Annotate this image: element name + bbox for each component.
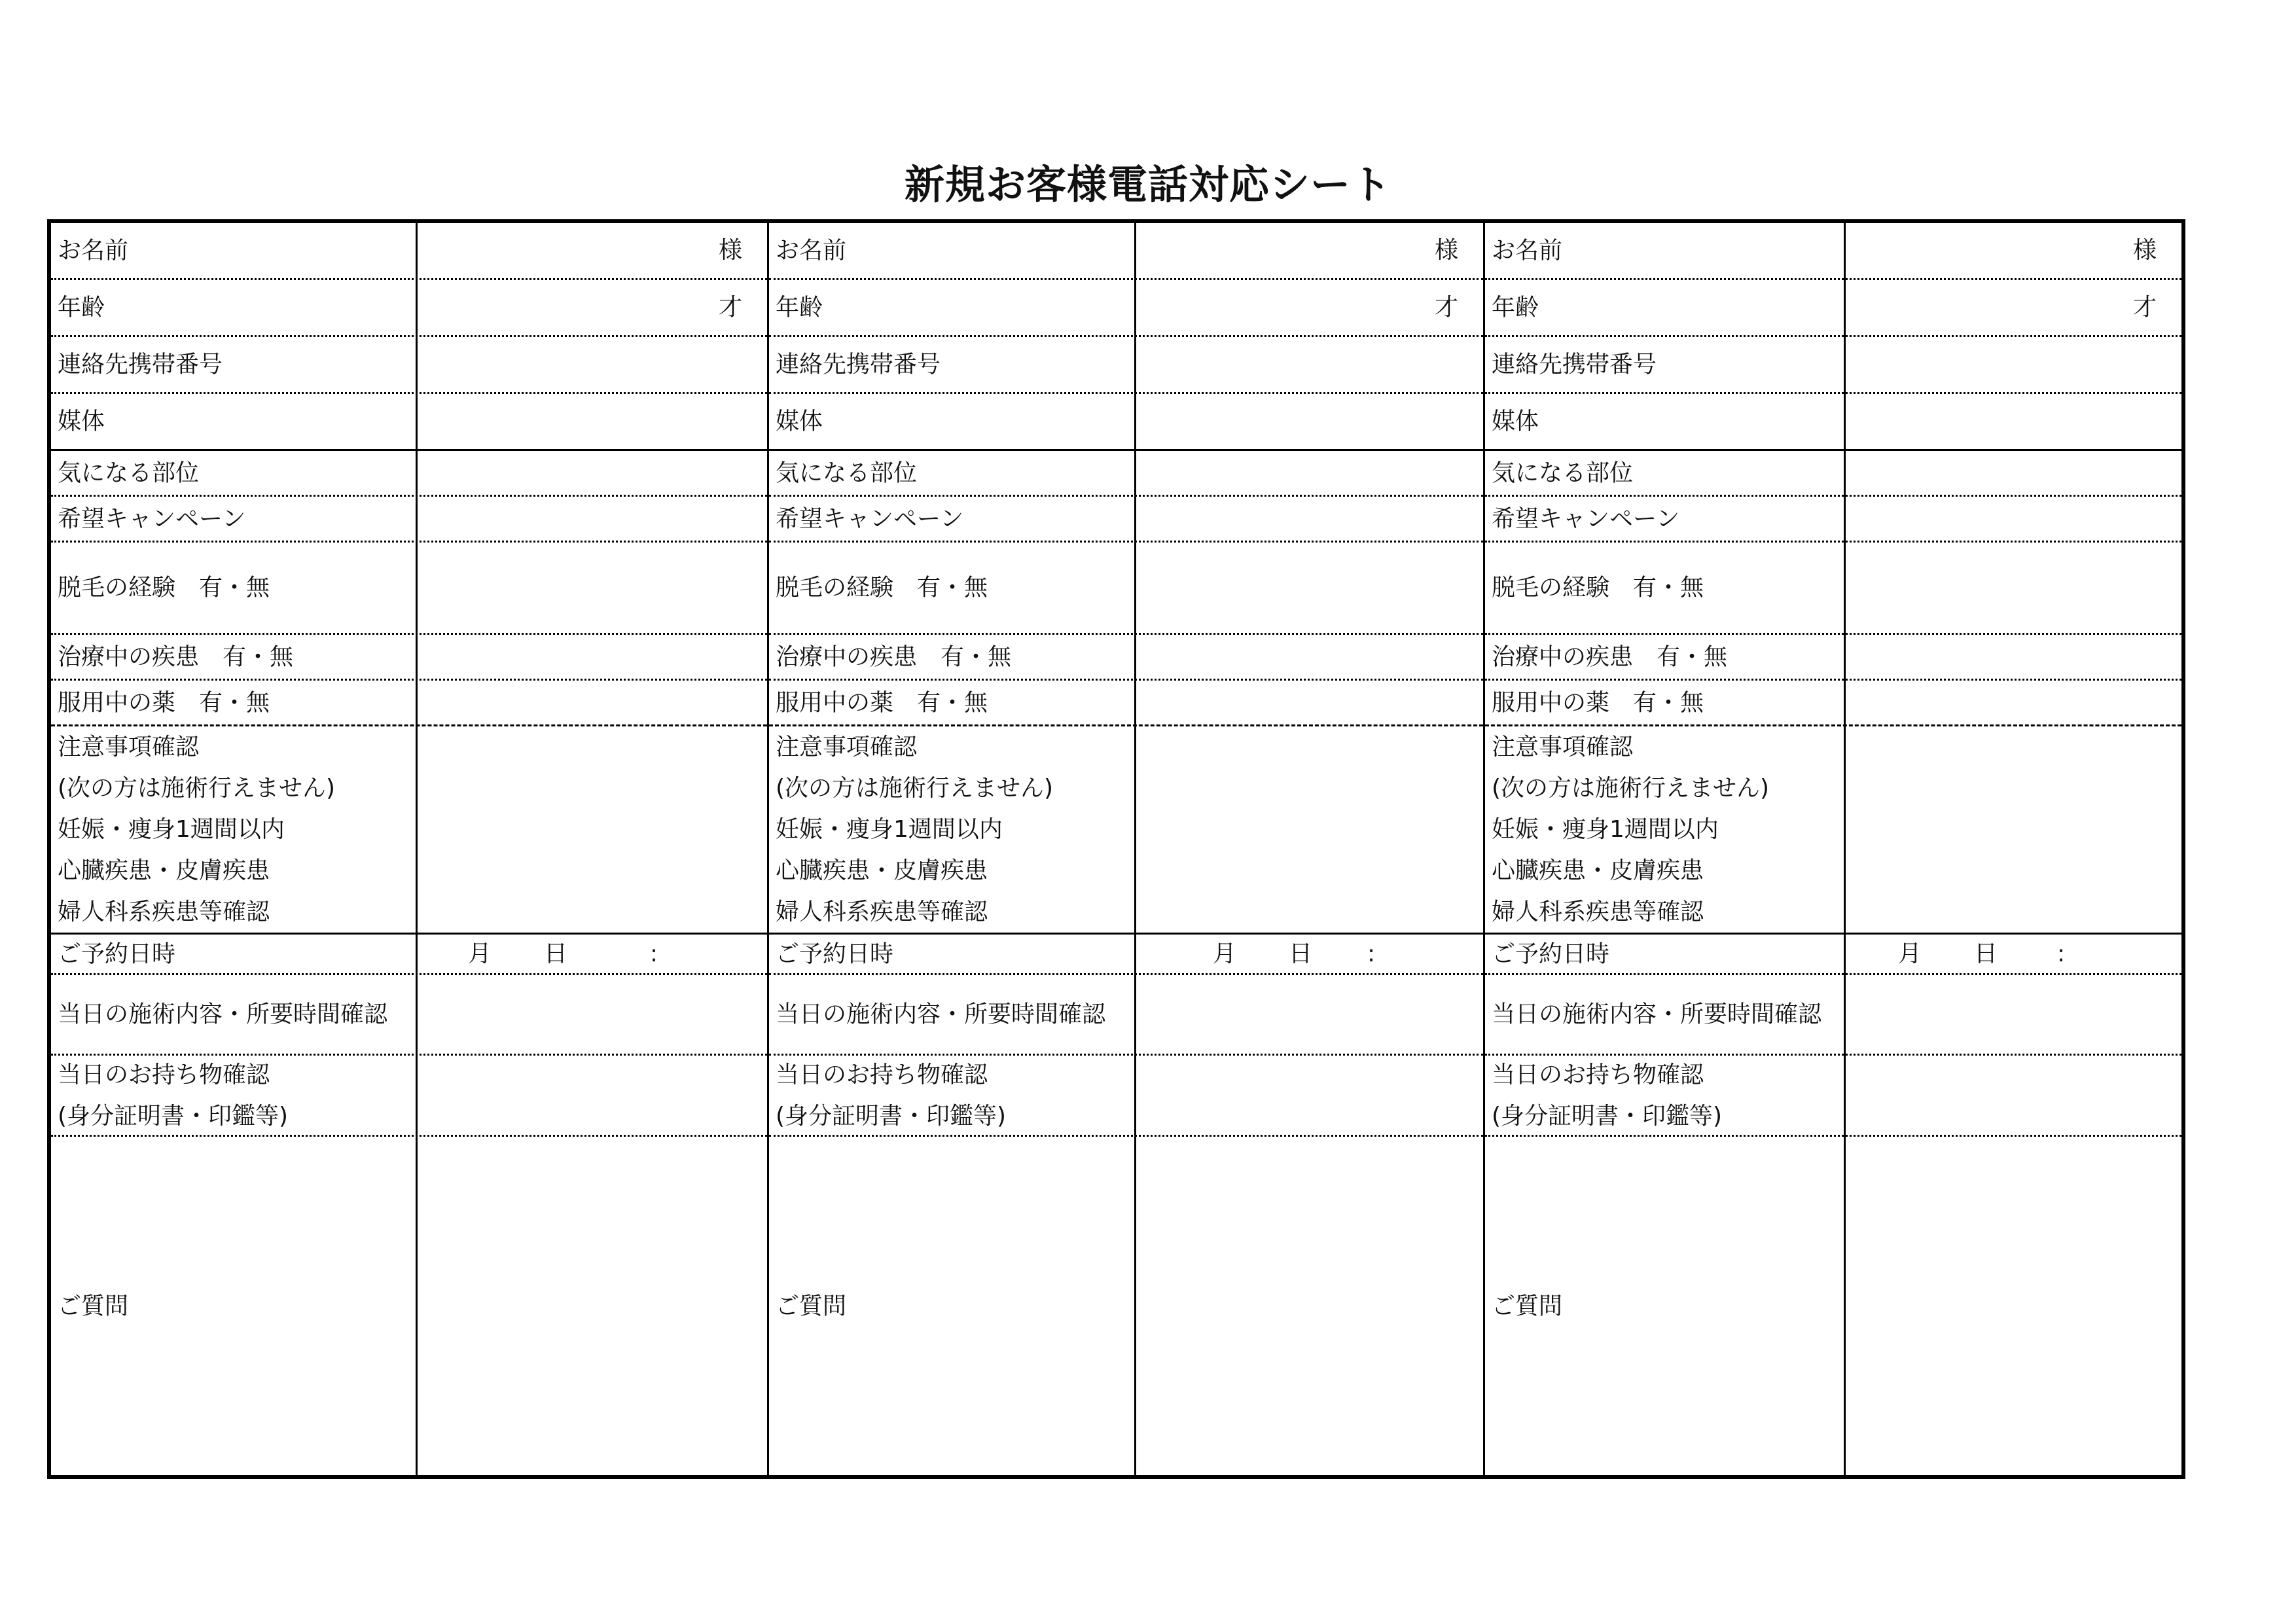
row-content	[769, 975, 1483, 1056]
label-caution	[776, 726, 1130, 933]
column-divider	[1844, 223, 1846, 1475]
page-title: 新規お客様電話対応シート	[904, 162, 1391, 208]
label-treatment: 治療中の疾患 有・無	[58, 643, 294, 670]
label-question: ご質問	[776, 1293, 847, 1319]
belongings-line: (身分証明書・印鑑等)	[776, 1102, 1007, 1130]
label-phone: 連絡先携帯番号	[1492, 351, 1657, 378]
label-cell	[1485, 1137, 1844, 1475]
row-campaign	[1485, 497, 2181, 543]
row-belongings	[51, 1056, 767, 1137]
label-cell	[1485, 337, 1844, 392]
caution-line: (次の方は施術行えません)	[1492, 775, 1770, 802]
label-name: お名前	[58, 237, 129, 264]
label-cell	[51, 681, 416, 724]
label-cell	[51, 394, 416, 449]
age-input-cell[interactable]	[1844, 280, 2181, 335]
caution-line: 妊娠・痩身1週間以内	[1492, 816, 1719, 843]
label-cell	[769, 975, 1134, 1054]
content-input-cell[interactable]	[416, 975, 767, 1054]
question-input-cell[interactable]	[1844, 1137, 2181, 1475]
label-hair-removal: 脱毛の経験 有・無	[1492, 574, 1704, 601]
day-mark: 日	[1974, 940, 1998, 967]
row-campaign	[51, 497, 767, 543]
caution-input-cell[interactable]	[1134, 726, 1483, 933]
area-input-cell[interactable]	[416, 451, 767, 495]
label-age: 年齢	[776, 294, 823, 321]
age-suffix: 才	[718, 294, 742, 321]
label-cell	[1485, 635, 1844, 679]
row-question	[1485, 1137, 2181, 1475]
area-input-cell[interactable]	[1844, 451, 2181, 495]
caution-input-cell[interactable]	[1844, 726, 2181, 933]
row-age	[1485, 280, 2181, 337]
label-cell	[769, 635, 1134, 679]
form-sheet	[47, 219, 2185, 1479]
row-caution	[1485, 726, 2181, 935]
label-content: 当日の施術内容・所要時間確認	[58, 1001, 388, 1028]
honorific-suffix: 様	[718, 237, 742, 264]
treatment-input-cell[interactable]	[1134, 635, 1483, 679]
media-input-cell[interactable]	[1844, 394, 2181, 449]
label-medication: 服用中の薬 有・無	[776, 689, 988, 716]
caution-line: 婦人科系疾患等確認	[776, 899, 988, 925]
row-belongings	[769, 1056, 1483, 1137]
row-name	[51, 223, 767, 280]
area-input-cell[interactable]	[1134, 451, 1483, 495]
label-cell	[1485, 726, 1844, 933]
label-cell	[769, 451, 1134, 495]
label-treatment: 治療中の疾患 有・無	[1492, 643, 1728, 670]
treatment-input-cell[interactable]	[1844, 635, 2181, 679]
caution-line: 妊娠・痩身1週間以内	[776, 816, 1003, 843]
honorific-suffix: 様	[2132, 237, 2157, 264]
label-phone: 連絡先携帯番号	[58, 351, 223, 378]
row-medication	[769, 681, 1483, 726]
hair-removal-input-cell[interactable]	[1134, 543, 1483, 633]
belongings-line: 当日のお持ち物確認	[1492, 1061, 1704, 1088]
media-input-cell[interactable]	[416, 394, 767, 449]
label-cell	[51, 1056, 416, 1135]
row-reservation	[1485, 935, 2181, 975]
name-input-cell[interactable]	[416, 223, 767, 278]
row-treatment	[1485, 635, 2181, 681]
label-media: 媒体	[776, 408, 823, 435]
label-content: 当日の施術内容・所要時間確認	[1492, 1001, 1822, 1028]
row-media	[769, 394, 1483, 451]
caution-line: 心臓疾患・皮膚疾患	[58, 857, 270, 884]
age-input-cell[interactable]	[1134, 280, 1483, 335]
age-suffix: 才	[1434, 294, 1458, 321]
row-name	[1485, 223, 2181, 280]
label-reservation: ご予約日時	[58, 940, 176, 967]
label-age: 年齢	[58, 294, 105, 321]
label-cell	[51, 223, 416, 278]
label-cell	[51, 451, 416, 495]
label-cell	[769, 280, 1134, 335]
label-name: お名前	[1492, 237, 1563, 264]
label-reservation: ご予約日時	[1492, 940, 1610, 967]
phone-input-cell[interactable]	[1844, 337, 2181, 392]
row-area	[51, 451, 767, 497]
belongings-line: 当日のお持ち物確認	[776, 1061, 988, 1088]
row-age	[51, 280, 767, 337]
label-cell	[51, 337, 416, 392]
question-input-cell[interactable]	[416, 1137, 767, 1475]
hair-removal-input-cell[interactable]	[416, 543, 767, 633]
row-reservation	[769, 935, 1483, 975]
caution-line: 婦人科系疾患等確認	[1492, 899, 1704, 925]
row-caution	[51, 726, 767, 935]
row-content	[51, 975, 767, 1056]
label-hair-removal: 脱毛の経験 有・無	[58, 574, 270, 601]
label-question: ご質問	[1492, 1293, 1563, 1319]
caution-line: 心臓疾患・皮膚疾患	[776, 857, 988, 884]
label-cell	[769, 337, 1134, 392]
row-reservation	[51, 935, 767, 975]
row-name	[769, 223, 1483, 280]
label-cell	[769, 1056, 1134, 1135]
label-question: ご質問	[58, 1293, 129, 1319]
label-campaign: 希望キャンペーン	[58, 505, 246, 532]
month-mark: 月	[1213, 940, 1237, 967]
label-cell	[51, 726, 416, 933]
row-media	[1485, 394, 2181, 451]
label-caution	[58, 726, 412, 933]
row-medication	[51, 681, 767, 726]
row-area	[1485, 451, 2181, 497]
day-mark: 日	[544, 940, 568, 967]
row-question	[769, 1137, 1483, 1475]
label-cell	[51, 1137, 416, 1475]
label-age: 年齢	[1492, 294, 1539, 321]
row-age	[769, 280, 1483, 337]
caution-line: 婦人科系疾患等確認	[58, 899, 270, 925]
question-input-cell[interactable]	[1134, 1137, 1483, 1475]
belongings-line: (身分証明書・印鑑等)	[1492, 1102, 1723, 1130]
label-cell	[769, 394, 1134, 449]
caution-line: (次の方は施術行えません)	[776, 775, 1054, 802]
label-cell	[1485, 1056, 1844, 1135]
label-cell	[51, 497, 416, 541]
medication-input-cell[interactable]	[1134, 681, 1483, 724]
label-belongings	[776, 1054, 1130, 1137]
phone-input-cell[interactable]	[1134, 337, 1483, 392]
label-area: 気になる部位	[58, 459, 200, 486]
month-mark: 月	[468, 940, 492, 967]
label-cell	[769, 543, 1134, 633]
label-cell	[1485, 394, 1844, 449]
row-treatment	[769, 635, 1483, 681]
row-hair-removal	[769, 543, 1483, 635]
row-area	[769, 451, 1483, 497]
label-cell	[1485, 975, 1844, 1054]
belongings-input-cell[interactable]	[1844, 1056, 2181, 1135]
caution-line: 妊娠・痩身1週間以内	[58, 816, 285, 843]
caution-line: (次の方は施術行えません)	[58, 775, 336, 802]
form-block	[1483, 223, 2181, 1475]
belongings-input-cell[interactable]	[416, 1056, 767, 1135]
time-colon-mark: :	[650, 940, 658, 967]
campaign-input-cell[interactable]	[416, 497, 767, 541]
day-mark: 日	[1289, 940, 1313, 967]
label-cell	[769, 1137, 1134, 1475]
label-content: 当日の施術内容・所要時間確認	[776, 1001, 1106, 1028]
reservation-input-cell[interactable]	[1844, 935, 2181, 973]
label-media: 媒体	[58, 408, 105, 435]
row-phone	[1485, 337, 2181, 394]
label-cell	[1485, 543, 1844, 633]
column-divider	[1134, 223, 1136, 1475]
treatment-input-cell[interactable]	[416, 635, 767, 679]
label-belongings	[58, 1054, 412, 1137]
label-cell	[1485, 280, 1844, 335]
time-colon-mark: :	[1367, 940, 1376, 967]
label-cell	[51, 543, 416, 633]
label-belongings	[1492, 1054, 1840, 1137]
label-cell	[1485, 497, 1844, 541]
label-treatment: 治療中の疾患 有・無	[776, 643, 1012, 670]
label-area: 気になる部位	[1492, 459, 1634, 486]
column-divider	[416, 223, 418, 1475]
label-campaign: 希望キャンペーン	[776, 505, 964, 532]
campaign-input-cell[interactable]	[1844, 497, 2181, 541]
label-medication: 服用中の薬 有・無	[58, 689, 270, 716]
medication-input-cell[interactable]	[1844, 681, 2181, 724]
campaign-input-cell[interactable]	[1134, 497, 1483, 541]
belongings-line: (身分証明書・印鑑等)	[58, 1102, 289, 1130]
content-input-cell[interactable]	[1134, 975, 1483, 1054]
name-input-cell[interactable]	[1134, 223, 1483, 278]
caution-input-cell[interactable]	[416, 726, 767, 933]
label-cell	[51, 935, 416, 973]
label-cell	[1485, 935, 1844, 973]
month-mark: 月	[1898, 940, 1922, 967]
time-colon-mark: :	[2057, 940, 2066, 967]
age-suffix: 才	[2132, 294, 2157, 321]
label-cell	[1485, 223, 1844, 278]
name-input-cell[interactable]	[1844, 223, 2181, 278]
label-cell	[51, 635, 416, 679]
row-caution	[769, 726, 1483, 935]
row-treatment	[51, 635, 767, 681]
label-caution	[1492, 726, 1840, 933]
caution-line: 注意事項確認	[58, 734, 200, 760]
row-question	[51, 1137, 767, 1475]
media-input-cell[interactable]	[1134, 394, 1483, 449]
label-reservation: ご予約日時	[776, 940, 894, 967]
label-name: お名前	[776, 237, 847, 264]
label-cell	[51, 975, 416, 1054]
label-cell	[769, 681, 1134, 724]
label-cell	[769, 223, 1134, 278]
medication-input-cell[interactable]	[416, 681, 767, 724]
reservation-input-cell[interactable]	[1134, 935, 1483, 973]
label-area: 気になる部位	[776, 459, 918, 486]
label-cell	[769, 935, 1134, 973]
label-cell	[769, 497, 1134, 541]
label-cell	[1485, 681, 1844, 724]
row-campaign	[769, 497, 1483, 543]
honorific-suffix: 様	[1434, 237, 1458, 264]
caution-line: 注意事項確認	[776, 734, 918, 760]
caution-line: 注意事項確認	[1492, 734, 1634, 760]
label-campaign: 希望キャンペーン	[1492, 505, 1680, 532]
row-content	[1485, 975, 2181, 1056]
caution-line: 心臓疾患・皮膚疾患	[1492, 857, 1704, 884]
label-hair-removal: 脱毛の経験 有・無	[776, 574, 988, 601]
row-phone	[51, 337, 767, 394]
row-belongings	[1485, 1056, 2181, 1137]
row-hair-removal	[1485, 543, 2181, 635]
label-cell	[51, 280, 416, 335]
row-medication	[1485, 681, 2181, 726]
phone-input-cell[interactable]	[416, 337, 767, 392]
label-cell	[769, 726, 1134, 933]
form-block	[51, 223, 767, 1475]
label-media: 媒体	[1492, 408, 1539, 435]
reservation-input-cell[interactable]	[416, 935, 767, 973]
row-media	[51, 394, 767, 451]
label-medication: 服用中の薬 有・無	[1492, 689, 1704, 716]
row-hair-removal	[51, 543, 767, 635]
label-cell	[1485, 451, 1844, 495]
content-input-cell[interactable]	[1844, 975, 2181, 1054]
row-phone	[769, 337, 1483, 394]
belongings-line: 当日のお持ち物確認	[58, 1061, 270, 1088]
hair-removal-input-cell[interactable]	[1844, 543, 2181, 633]
age-input-cell[interactable]	[416, 280, 767, 335]
label-phone: 連絡先携帯番号	[776, 351, 941, 378]
belongings-input-cell[interactable]	[1134, 1056, 1483, 1135]
form-block	[767, 223, 1483, 1475]
